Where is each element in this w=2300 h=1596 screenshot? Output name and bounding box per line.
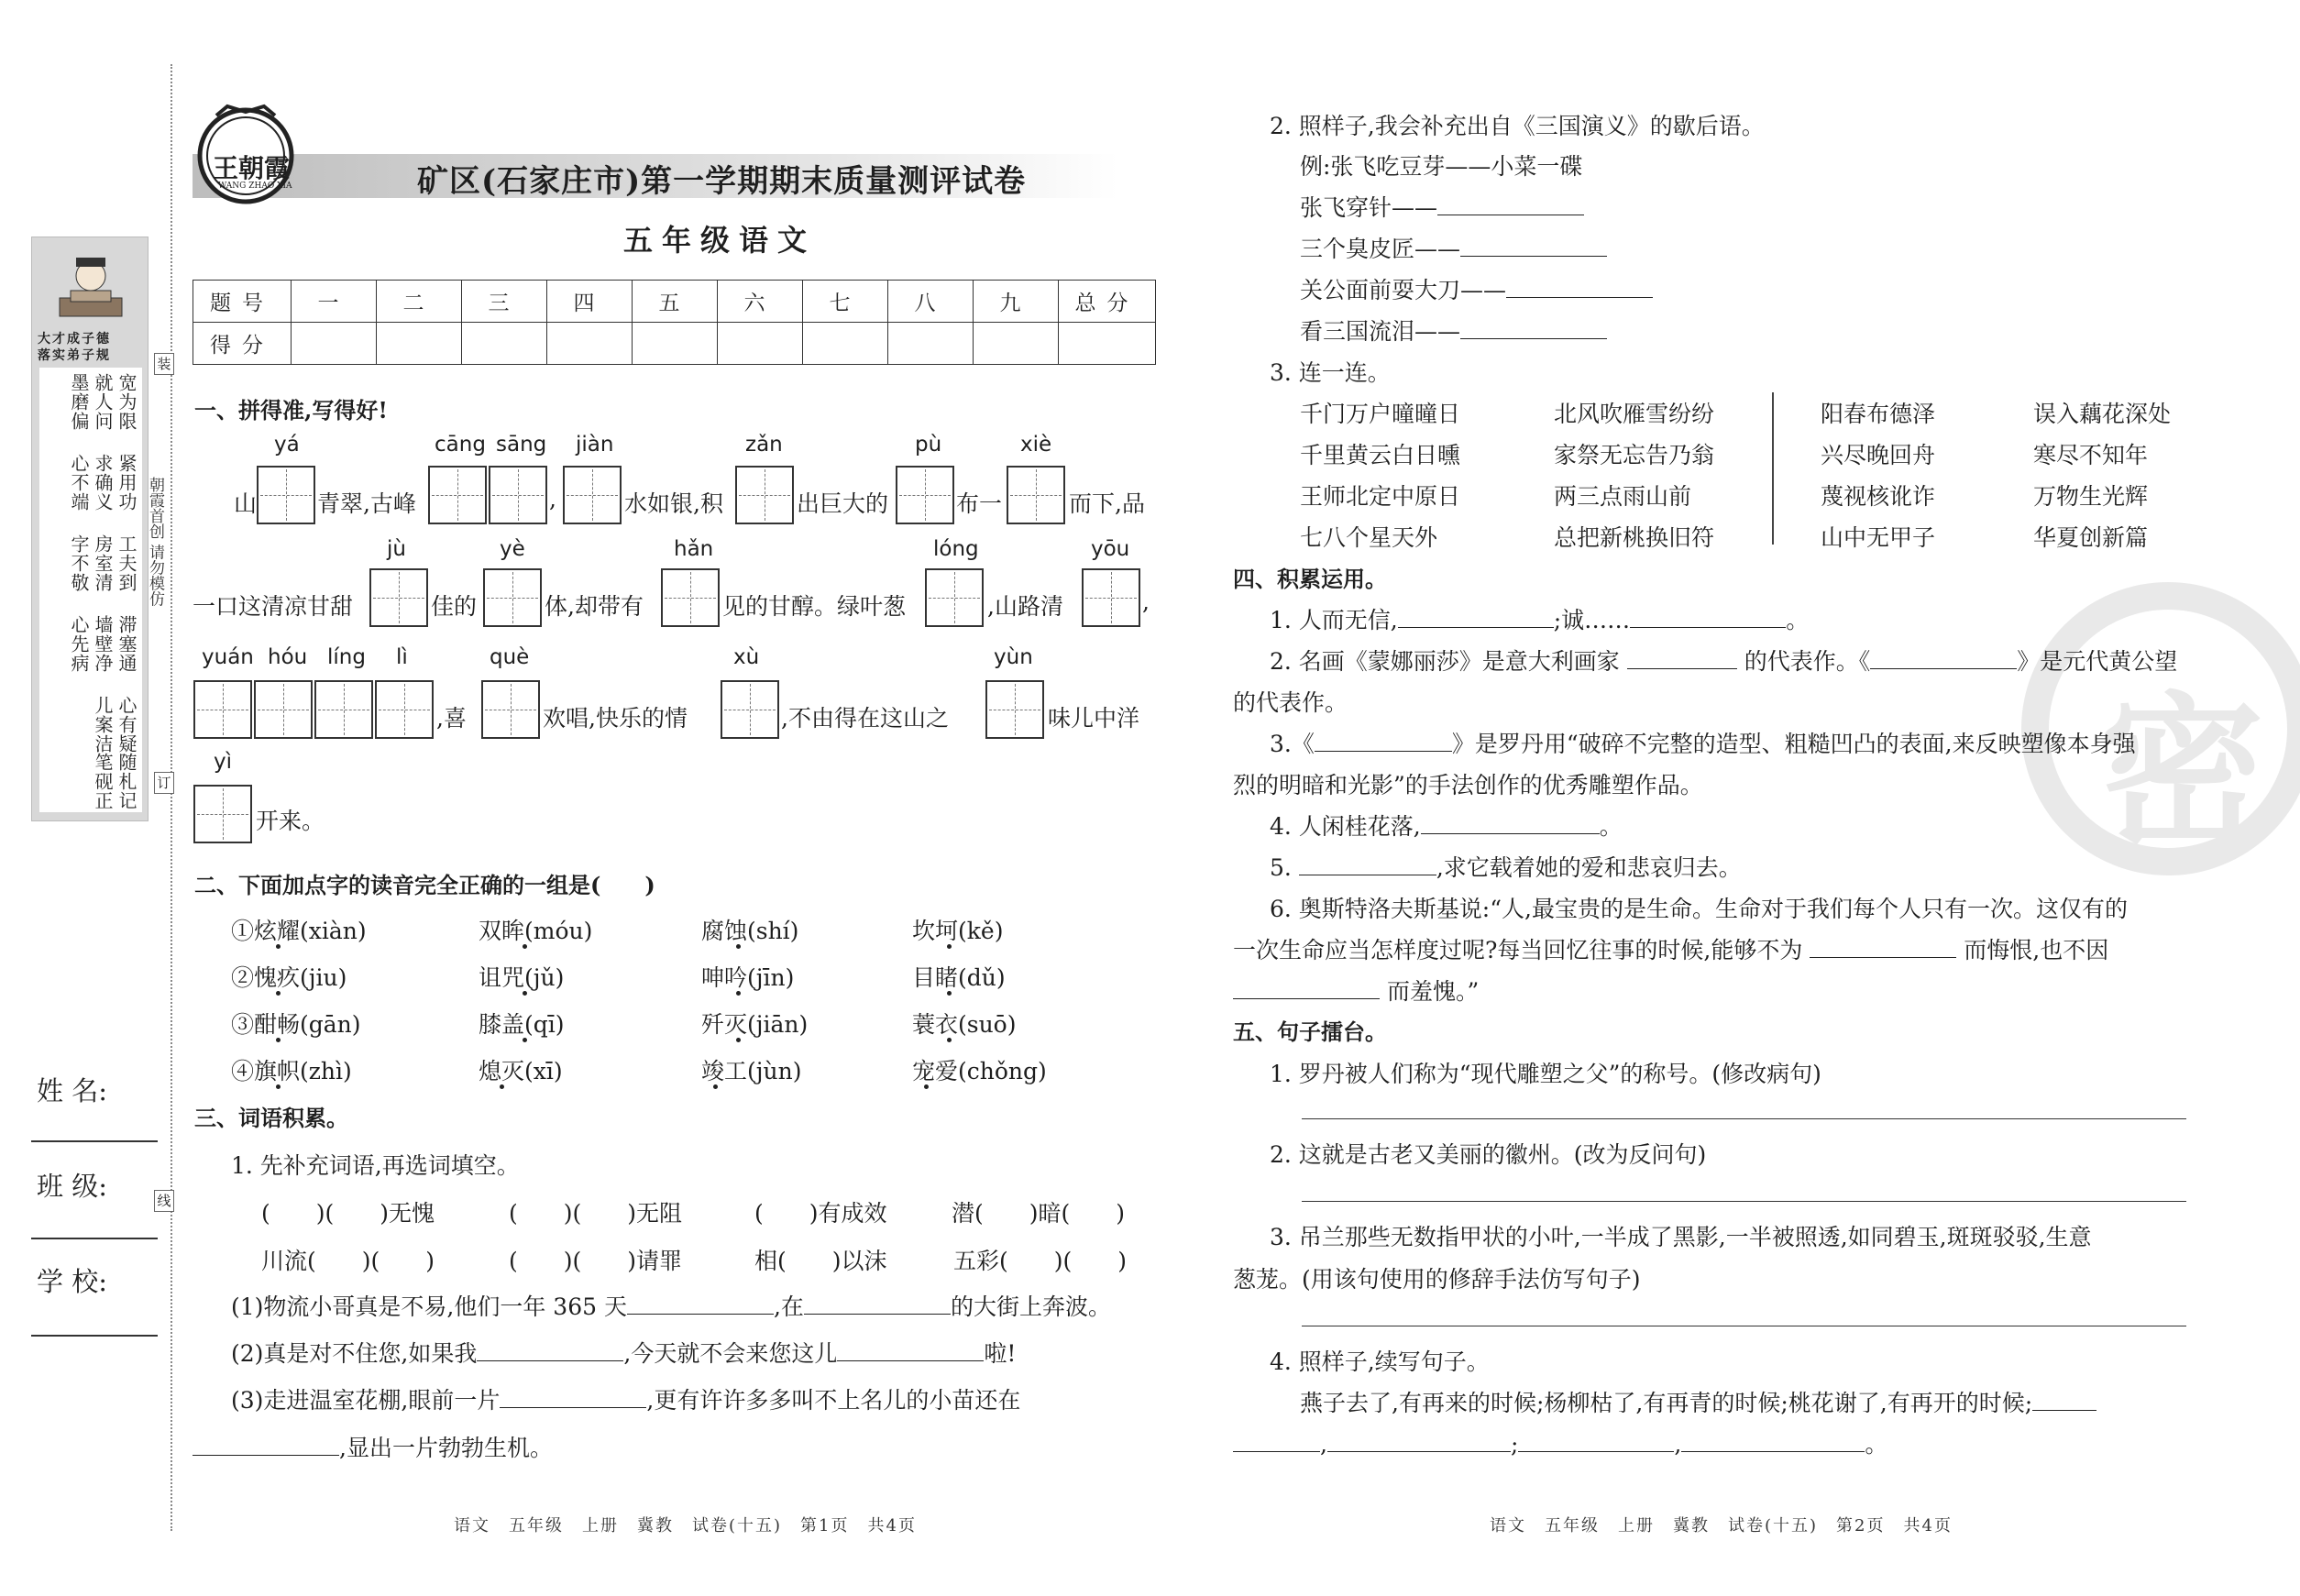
passage-text: 山 [234, 490, 258, 517]
accumulate-q4 [1270, 809, 1623, 842]
match-item[interactable]: 千里黄云白日曛 [1300, 442, 1461, 468]
score-input[interactable] [1059, 323, 1156, 365]
passage-text: 佳的 [431, 593, 478, 620]
score-cell: 七 [803, 281, 888, 323]
option-item: 坎坷(kě) [912, 918, 1004, 944]
sidebar-rules [39, 368, 142, 812]
page-footer-1: 语文 五年级 上册 冀教 试卷(十五) 第1页 共4页 [454, 1516, 917, 1535]
question-text: 燕子去了,有再来的时候;杨柳枯了,有再青的时候;桃花谢了,有再开的时候; [1300, 1390, 2033, 1416]
option-item: 腐蚀(shí) [701, 918, 799, 944]
option-item: 宠爱(chǒng) [912, 1058, 1047, 1084]
section-5-heading: 五、句子擂台。 [1233, 1018, 1387, 1045]
passage-text: 布一 [956, 490, 1003, 517]
match-item[interactable]: 兴尽晚回舟 [1821, 442, 1936, 468]
pinyin: xù [733, 645, 760, 669]
option-item: 歼灭(jiān) [701, 1011, 809, 1038]
passage-text: 一口这清凉甘甜 [193, 593, 354, 620]
char-box[interactable] [481, 680, 540, 739]
rule-col: 宽为限 [116, 373, 138, 431]
continue-sentence [1233, 1426, 1887, 1459]
option-item: 诅咒(jǔ) [479, 964, 565, 991]
sentence-text: ,更有许许多多叫不上名儿的小苗还在 [646, 1387, 1021, 1414]
passage-text: ,山路清 [987, 593, 1063, 620]
blank[interactable] [1870, 651, 2017, 669]
logo-sub: WANG ZHAO XIA [218, 182, 292, 191]
rule-col: 心有疑 [116, 696, 138, 754]
passage-text: 体,却带有 [545, 593, 644, 620]
school-field[interactable] [31, 1335, 158, 1337]
pinyin: xiè [1020, 433, 1052, 457]
blank[interactable] [1315, 733, 1452, 752]
pinyin: lóng [933, 537, 979, 561]
sentence-text: ,今天就不会来您这儿 [623, 1340, 838, 1367]
char-box[interactable] [721, 680, 779, 739]
blank[interactable] [804, 1296, 951, 1315]
emphasis-dot [500, 1084, 504, 1089]
score-cell: 四 [547, 281, 633, 323]
score-input[interactable] [974, 323, 1059, 365]
passage-text: 水如银,积 [624, 490, 723, 517]
blank[interactable] [1518, 1434, 1674, 1452]
option-item: ①炫耀(xiàn) [231, 918, 367, 944]
rule-col: 房室清 [92, 534, 114, 592]
question-text: 。 [1599, 813, 1623, 840]
rule-col: 心不端 [68, 454, 90, 512]
match-item[interactable]: 两三点雨山前 [1554, 483, 1692, 510]
example-sentence [1300, 1385, 2096, 1418]
question-text: 。 [1786, 607, 1810, 633]
question-text: ;诚…… [1553, 607, 1631, 633]
idiom-fill[interactable]: 相( )以沫 [754, 1248, 887, 1274]
char-box[interactable] [1082, 568, 1140, 627]
char-box[interactable] [254, 680, 313, 739]
question-text: 》是元代黄公望 [2017, 648, 2178, 675]
score-cell: 一 [292, 281, 377, 323]
blank[interactable] [1233, 981, 1380, 999]
binding-note: 朝霞首创 请勿模仿 [146, 477, 164, 607]
rule-col: 字不敬 [68, 534, 90, 592]
idiom-fill[interactable]: 川流( )( ) [261, 1248, 435, 1274]
score-input[interactable] [547, 323, 633, 365]
name-label: 姓 名: [37, 1075, 107, 1106]
question-text: 1. 罗丹被人们称为“现代雕塑之父”的称号。(修改病句) [1270, 1061, 1821, 1087]
blank[interactable] [500, 1390, 646, 1408]
binding-stamp: 装 [154, 353, 174, 375]
question-text: 2. 这就是古老又美丽的徽州。(改为反问句) [1270, 1141, 1707, 1168]
question-text: 葱茏。(用该句使用的修辞手法仿写句子) [1233, 1266, 1641, 1293]
blank[interactable] [1627, 651, 1737, 669]
question-text: 4. 照样子,续写句子。 [1270, 1348, 1490, 1375]
idiom-fill[interactable]: ( )( )请罪 [509, 1248, 683, 1274]
xiehouyu-text: 关公面前耍大刀—— [1300, 277, 1507, 303]
exam-title: 矿区(石家庄市)第一学期期末质量测评试卷 [417, 163, 1027, 200]
question-text: 5. [1270, 854, 1292, 881]
xiehouyu-line [1300, 190, 1584, 223]
char-box[interactable] [375, 680, 434, 739]
score-cell: 总分 [1059, 281, 1156, 323]
idiom-fill[interactable]: ( )( )无愧 [261, 1200, 435, 1227]
char-box[interactable] [925, 568, 984, 627]
question-text: 1. 人而无信, [1270, 607, 1398, 633]
question-text: , [1320, 1431, 1327, 1458]
score-cell: 二 [377, 281, 462, 323]
option-item: 双眸(móu) [479, 918, 593, 944]
pinyin: cāng [435, 433, 486, 457]
sentence-1 [231, 1289, 1111, 1322]
sidebar-panel [31, 237, 149, 821]
char-box[interactable] [661, 568, 720, 627]
blank[interactable] [1437, 197, 1584, 215]
pinyin: sāng [496, 433, 547, 457]
name-field[interactable] [31, 1140, 158, 1142]
passage-text: 开来。 [256, 808, 325, 834]
section-4-heading: 四、积累运用。 [1233, 566, 1387, 592]
question-text: 一次生命应当怎样度过呢?每当回忆往事的时候,能够不为 [1233, 937, 1803, 963]
pinyin: yì [214, 750, 233, 774]
option-item: 竣工(jùn) [701, 1058, 802, 1084]
match-item[interactable]: 王师北定中原日 [1300, 483, 1461, 510]
question-text: 的代表作。《 [1744, 648, 1871, 675]
blank[interactable] [1630, 610, 1786, 628]
sentence-text: (3)走进温室花棚,眼前一片 [231, 1387, 501, 1414]
emphasis-dot [276, 991, 281, 996]
sidebar-motto-1: 大才成子德 [38, 332, 111, 347]
sentence-text: 的大街上奔波。 [950, 1293, 1111, 1320]
blank[interactable] [1460, 238, 1607, 257]
question-text: 6. 奥斯特洛夫斯基说:“人,最宝贵的是生命。生命对于我们每个人只有一次。这仅有的 [1270, 896, 2128, 922]
answer-line[interactable] [1302, 1118, 2186, 1119]
score-cell: 得分 [193, 323, 292, 365]
section-3-heading: 三、词语积累。 [194, 1105, 348, 1131]
accumulate-q6 [1233, 932, 2108, 965]
char-box[interactable] [489, 466, 547, 524]
class-field[interactable] [31, 1238, 158, 1239]
emphasis-dot [523, 1038, 527, 1042]
score-cell: 六 [718, 281, 803, 323]
match-item[interactable]: 山中无甲子 [1821, 524, 1936, 551]
sentence-text: ,在 [773, 1293, 804, 1320]
question-text: 而羞愧。” [1386, 978, 1480, 1005]
match-item[interactable]: 家祭无忘告乃翁 [1554, 442, 1715, 468]
blank[interactable] [1421, 816, 1600, 834]
accumulate-q2 [1270, 644, 2177, 677]
pinyin: yuán [202, 645, 254, 669]
blank[interactable] [1299, 857, 1436, 875]
passage-text: 欢唱,快乐的情 [543, 705, 688, 732]
emphasis-dot [276, 1038, 281, 1042]
passage-text: , [549, 486, 556, 512]
char-box[interactable] [193, 680, 252, 739]
passage-text: , [1142, 589, 1150, 615]
rule-col: 就人问 [92, 373, 114, 431]
sentence-text: (2)真是对不住您,如果我 [231, 1340, 478, 1367]
pinyin: què [490, 645, 530, 669]
emphasis-dot [276, 1084, 281, 1089]
option-item: 呻吟(jīn) [701, 964, 795, 991]
emphasis-dot [276, 944, 281, 949]
binding-stamp: 订 [154, 772, 174, 794]
char-box[interactable] [314, 680, 373, 739]
blank[interactable] [2032, 1392, 2096, 1411]
score-row-header [193, 281, 1156, 323]
idiom-fill[interactable]: 五彩( )( ) [953, 1248, 1128, 1274]
watermark-char: 密 [2099, 677, 2265, 870]
blank[interactable] [1327, 1434, 1511, 1452]
blank[interactable] [1460, 321, 1607, 339]
pinyin: líng [327, 645, 366, 669]
exam-subtitle: 五年级语文 [623, 223, 817, 258]
sentence-text: 啦! [984, 1340, 1017, 1367]
score-input[interactable] [633, 323, 718, 365]
school-label: 学 校: [37, 1266, 107, 1297]
emphasis-dot [947, 1038, 952, 1042]
option-item: 目睹(dǔ) [912, 964, 1006, 991]
idiom-fill[interactable]: ( )有成效 [754, 1200, 887, 1227]
option-item: 蓑衣(suō) [912, 1011, 1017, 1038]
sentence-3 [231, 1382, 1020, 1415]
question-text: 而悔恨,也不因 [1964, 937, 2109, 963]
question-text: 》是罗丹用“破碎不完整的造型、粗糙凹凸的表面,来反映塑像本身强 [1451, 731, 2136, 757]
char-box[interactable] [735, 466, 794, 524]
passage-text: ,喜 [436, 705, 467, 732]
question-text: 2. 名画《蒙娜丽莎》是意大利画家 [1270, 648, 1620, 675]
passage-text: 味儿中洋 [1048, 705, 1140, 732]
rule-col: 心先病 [68, 615, 90, 673]
score-cell: 题号 [193, 281, 292, 323]
xiehouyu-text: 三个臭皮匠—— [1300, 236, 1461, 262]
rule-col: 随札记 [116, 753, 138, 810]
pinyin: yōu [1091, 537, 1130, 561]
xiehouyu-line [1300, 272, 1653, 305]
match-item[interactable]: 七八个星天外 [1300, 524, 1438, 551]
emphasis-dot [947, 944, 952, 949]
pinyin: hǎn [674, 537, 714, 561]
xiehouyu-line [1300, 231, 1607, 264]
question-text: ,求它载着她的爱和悲哀归去。 [1436, 854, 1742, 881]
score-table [193, 280, 1156, 365]
xiehouyu-text: 张飞穿针—— [1300, 194, 1438, 221]
pinyin: zǎn [745, 433, 783, 457]
rule-col: 滞塞通 [116, 615, 138, 673]
blank[interactable] [477, 1343, 623, 1361]
option-item: ④旗帜(zhì) [231, 1058, 352, 1084]
match-item[interactable]: 万物生光辉 [2033, 483, 2149, 510]
score-input[interactable] [718, 323, 803, 365]
option-item: ③酣畅(gān) [231, 1011, 361, 1038]
score-cell: 八 [888, 281, 974, 323]
pinyin: yùn [994, 645, 1033, 669]
logo-brand: 王朝霞 [213, 153, 291, 183]
question-text: , [1674, 1431, 1682, 1458]
score-input[interactable] [292, 323, 377, 365]
section-2-heading: 二、下面加点字的读音完全正确的一组是( ) [194, 872, 655, 898]
page-footer-2: 语文 五年级 上册 冀教 试卷(十五) 第2页 共4页 [1490, 1516, 1953, 1535]
passage-text: 青翠,古峰 [317, 490, 416, 517]
rule-col: 求确义 [92, 454, 114, 512]
question-text: 3. 连一连。 [1270, 359, 1391, 386]
passage-text: 而下,品 [1069, 490, 1145, 517]
pinyin: yá [274, 433, 300, 457]
binding-line [171, 64, 172, 1531]
score-cell: 五 [633, 281, 718, 323]
match-item[interactable]: 总把新桃换旧符 [1554, 524, 1715, 551]
sentence-3b [193, 1430, 553, 1463]
pinyin: yè [500, 537, 525, 561]
char-box[interactable] [563, 466, 622, 524]
blank[interactable] [1233, 1434, 1320, 1452]
rule-col: 工夫到 [116, 534, 138, 592]
blank[interactable] [1398, 610, 1554, 628]
char-box[interactable] [428, 466, 487, 524]
blank[interactable] [627, 1296, 774, 1315]
accumulate-q6-end [1233, 974, 1479, 1007]
binding-stamp: 线 [154, 1190, 174, 1212]
sentence-2 [231, 1336, 1016, 1369]
rule-col: 笔砚正 [92, 753, 114, 810]
pinyin: hóu [268, 645, 308, 669]
passage-text: 出巨大的 [797, 490, 889, 517]
score-input[interactable] [462, 323, 547, 365]
match-item[interactable]: 误入藕花深处 [2033, 401, 2172, 427]
emphasis-dot [736, 1038, 741, 1042]
pinyin: lì [396, 645, 408, 669]
example-text: 例:张飞吃豆芽——小菜一碟 [1300, 153, 1583, 180]
char-box[interactable] [193, 785, 252, 843]
emphasis-dot [924, 1084, 929, 1089]
xiehouyu-line [1300, 314, 1607, 347]
xiehouyu-text: 看三国流泪—— [1300, 318, 1461, 345]
emphasis-dot [736, 991, 741, 996]
char-box[interactable] [483, 568, 542, 627]
match-item[interactable]: 蔑视核讹诈 [1821, 483, 1936, 510]
option-item: 膝盖(qī) [479, 1011, 565, 1038]
blank[interactable] [1810, 940, 1956, 958]
question-text: ; [1510, 1431, 1519, 1458]
emphasis-dot [713, 1084, 718, 1089]
emphasis-dot [523, 991, 527, 996]
pinyin: pù [915, 433, 942, 457]
sentence-text: (1)物流小哥真是不易,他们一年 365 天 [231, 1293, 627, 1320]
emphasis-dot [947, 991, 952, 996]
emphasis-dot [736, 944, 741, 949]
char-box[interactable] [369, 568, 428, 627]
blank[interactable] [837, 1343, 984, 1361]
question-text: 的代表作。 [1233, 689, 1348, 716]
match-item[interactable]: 华夏创新篇 [2033, 524, 2149, 551]
rule-col: 儿案洁 [92, 696, 114, 754]
match-item[interactable]: 寒尽不知年 [2033, 442, 2149, 468]
score-cell: 九 [974, 281, 1059, 323]
question-text: 3.《 [1270, 731, 1315, 757]
question-text: 2. 照样子,我会补充出自《三国演义》的歇后语。 [1270, 113, 1765, 139]
sidebar-motto-2: 落实弟子规 [38, 348, 111, 363]
passage-text: ,不由得在这山之 [781, 705, 949, 732]
blank[interactable] [1681, 1434, 1865, 1452]
question-text: 4. 人闲桂花落, [1270, 813, 1421, 840]
accumulate-q1 [1270, 602, 1809, 635]
scholar-illustration [52, 250, 129, 324]
blank[interactable] [1506, 280, 1653, 298]
char-box[interactable] [1007, 466, 1065, 524]
score-input[interactable] [803, 323, 888, 365]
accumulate-q3 [1270, 726, 2136, 759]
emphasis-dot [523, 944, 527, 949]
pinyin: jù [387, 537, 406, 561]
class-label: 班 级: [37, 1171, 107, 1202]
score-input[interactable] [888, 323, 974, 365]
option-item: 熄灭(xī) [479, 1058, 563, 1084]
rule-col: 紧用功 [116, 454, 138, 512]
rule-col: 墨磨偏 [68, 373, 90, 431]
sentence-text: ,显出一片勃勃生机。 [339, 1435, 553, 1461]
idiom-fill[interactable]: ( )( )无阻 [509, 1200, 683, 1227]
match-item[interactable]: 北风吹雁雪纷纷 [1554, 401, 1715, 427]
question-text: 。 [1865, 1431, 1888, 1458]
score-input[interactable] [377, 323, 462, 365]
accumulate-q5 [1270, 850, 1742, 883]
question-text: 烈的明暗和光影”的手法创作的优秀雕塑作品。 [1233, 772, 1703, 798]
answer-line[interactable] [1302, 1201, 2186, 1202]
question-text: 1. 先补充词语,再选词填空。 [231, 1152, 520, 1179]
char-box[interactable] [985, 680, 1044, 739]
passage-text: 见的甘醇。绿叶葱 [722, 593, 907, 620]
match-item[interactable]: 千门万户曈曈日 [1300, 401, 1461, 427]
match-item[interactable]: 阳春布德泽 [1821, 401, 1936, 427]
rule-col: 墙壁净 [92, 615, 114, 673]
pinyin: jiàn [576, 433, 614, 457]
char-box[interactable] [896, 466, 954, 524]
score-cell: 三 [462, 281, 547, 323]
blank[interactable] [193, 1437, 339, 1456]
option-item: ②愧疚(jiu) [231, 964, 347, 991]
char-box[interactable] [257, 466, 315, 524]
score-row-points [193, 323, 1156, 365]
question-text: 3. 吊兰那些无数指甲状的小叶,一半成了黑影,一半被照透,如同碧玉,斑斑驳驳,生意 [1270, 1224, 2092, 1250]
section-1-heading: 一、拼得准,写得好! [194, 397, 388, 424]
match-separator [1772, 392, 1774, 545]
idiom-fill[interactable]: 潜( )暗( ) [952, 1200, 1126, 1227]
